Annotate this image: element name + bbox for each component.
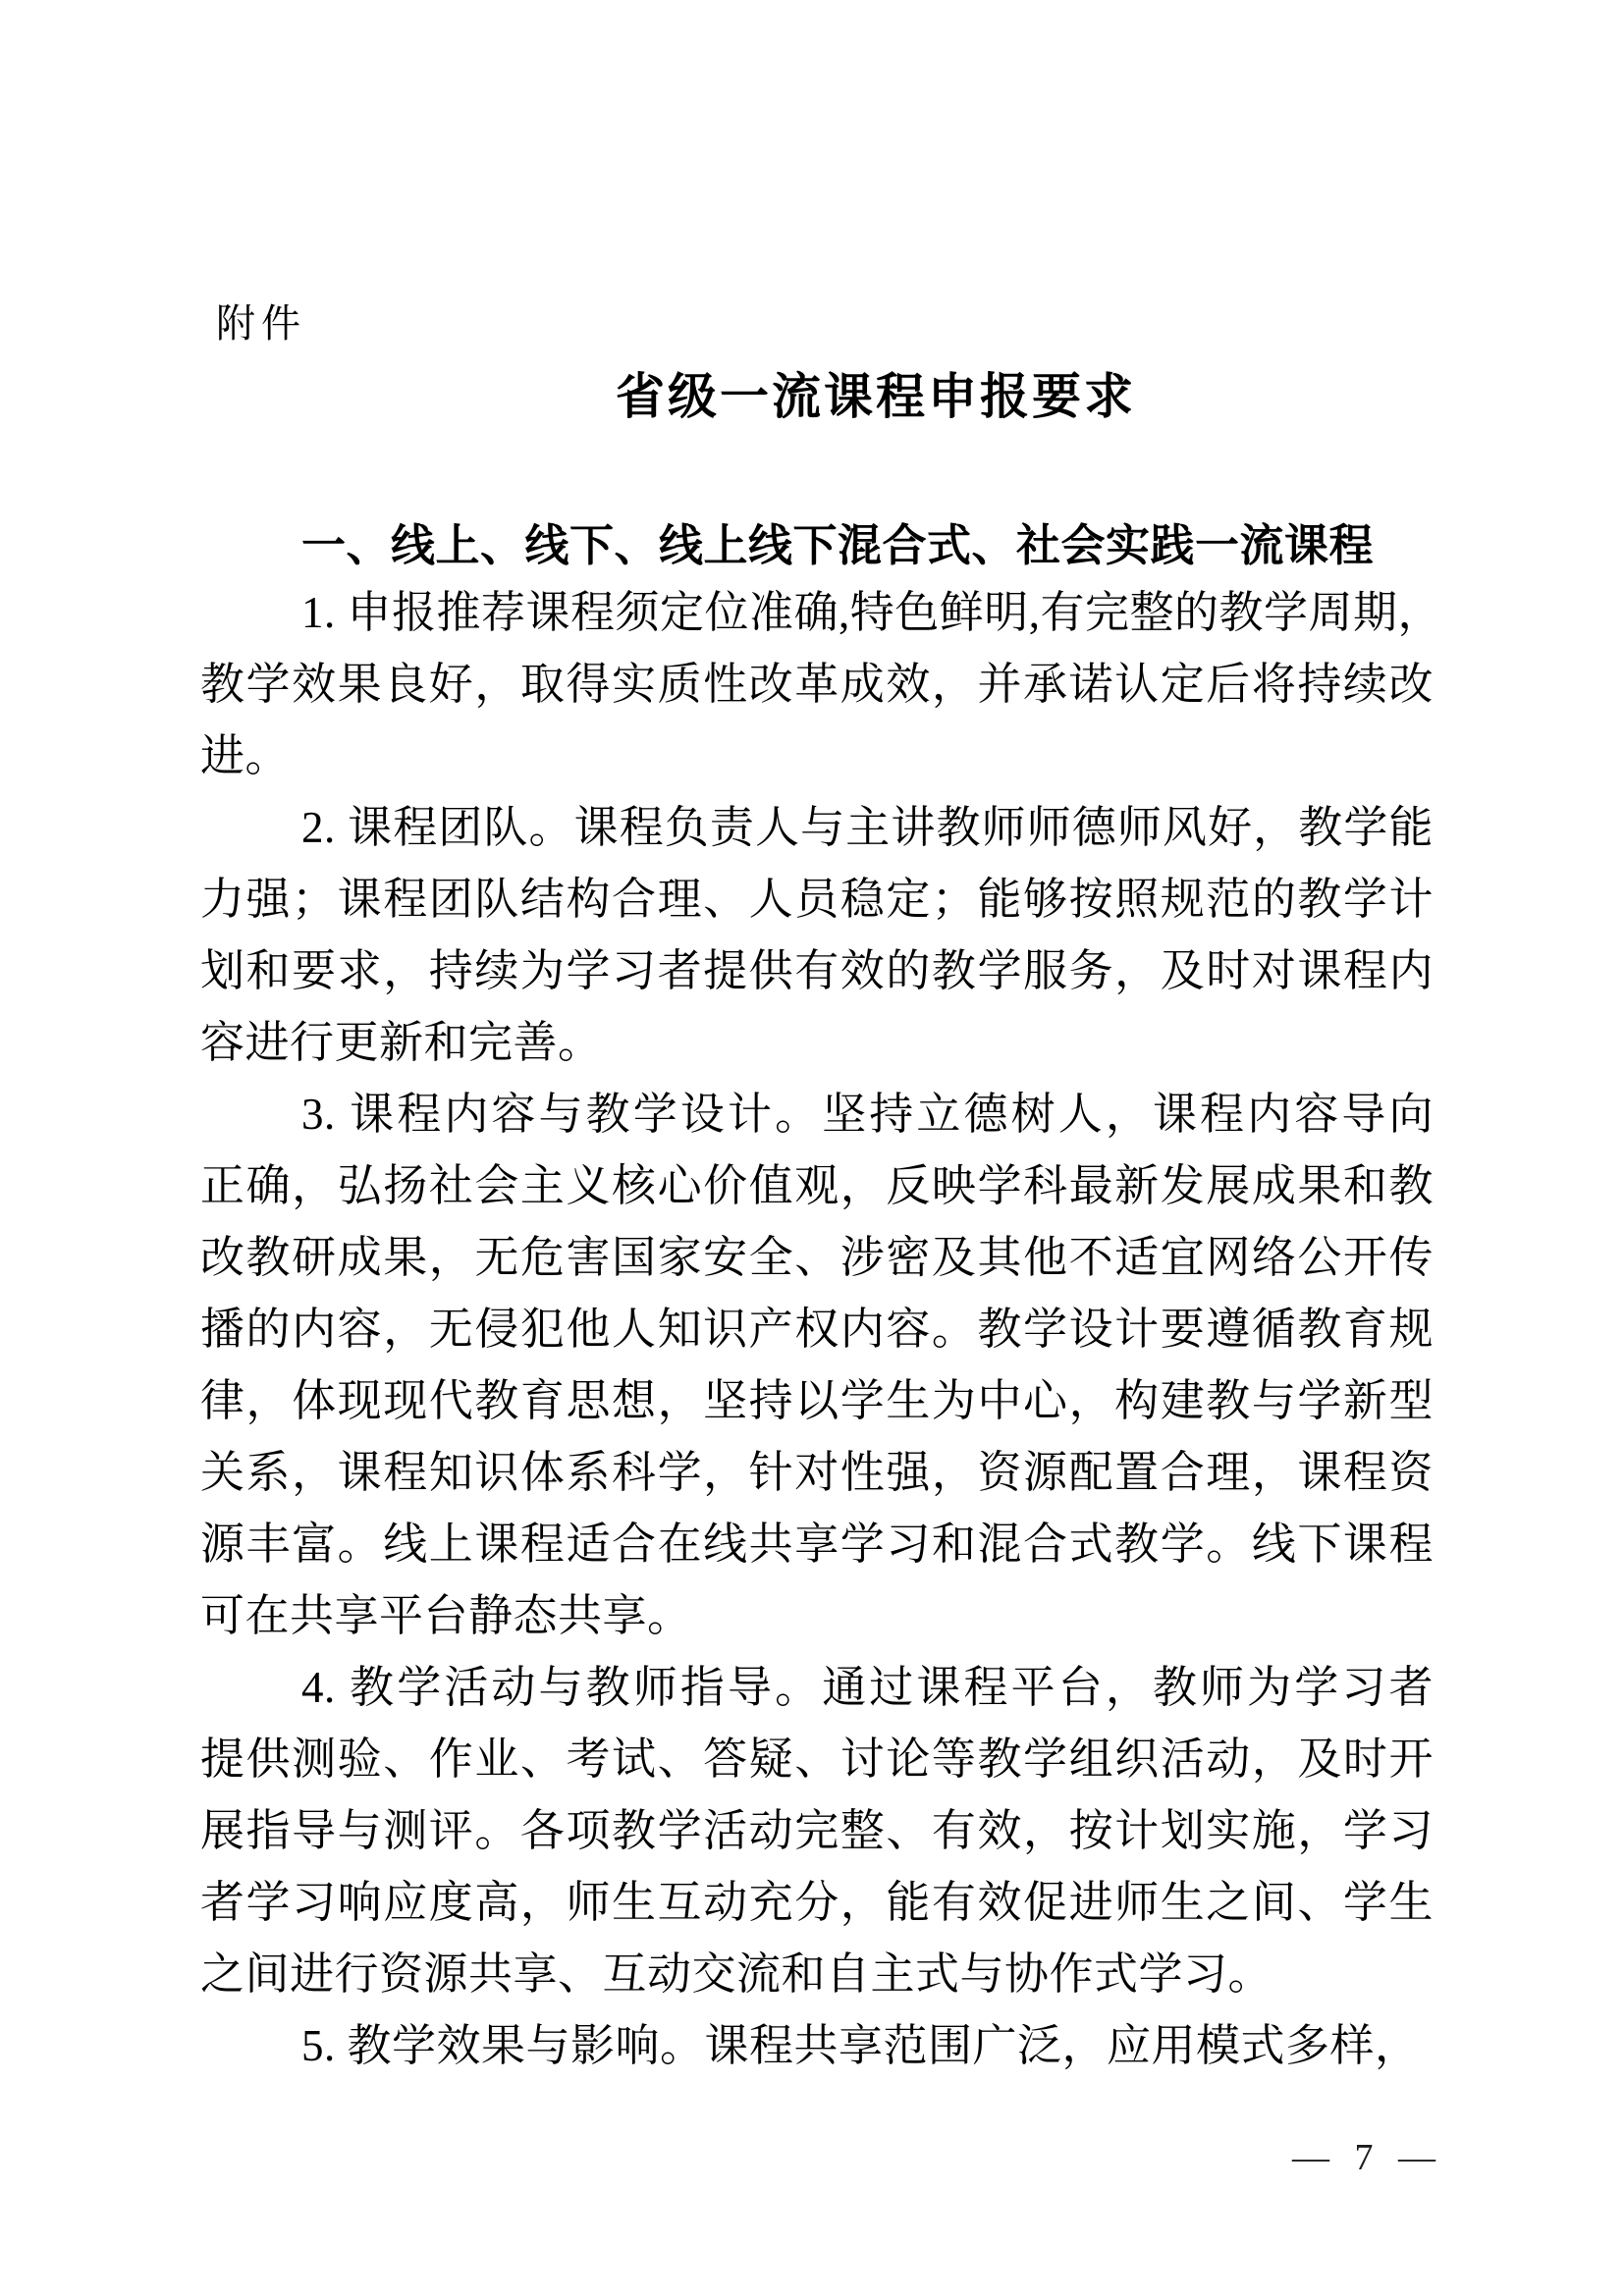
section-heading: 一、线上、线下、线上线下混合式、社会实践一流课程 — [301, 520, 1375, 570]
paragraph-2-line-3: 划和要求，持续为学习者提供有效的教学服务，及时对课程内 — [200, 946, 1434, 995]
paragraph-4-line-1: 4. 教学活动与教师指导。通过课程平台，教师为学习者 — [301, 1663, 1434, 1712]
paragraph-2-line-1: 2. 课程团队。课程负责人与主讲教师师德师风好，教学能 — [301, 803, 1434, 852]
paragraph-1-line-3: 进。 — [200, 731, 291, 780]
paragraph-3-line-4: 播的内容，无侵犯他人知识产权内容。教学设计要遵循教育规 — [200, 1305, 1434, 1354]
paragraph-1-line-2: 教学效果良好，取得实质性改革成效，并承诺认定后将持续改 — [200, 660, 1434, 709]
paragraph-4-line-2: 提供测验、作业、考试、答疑、讨论等教学组织活动，及时开 — [200, 1735, 1434, 1784]
paragraph-3-line-1: 3. 课程内容与教学设计。坚持立德树人，课程内容导向 — [301, 1090, 1434, 1139]
paragraph-3-line-2: 正确，弘扬社会主义核心价值观，反映学科最新发展成果和教 — [200, 1161, 1434, 1210]
page-title: 省级一流课程申报要求 — [616, 369, 1136, 424]
paragraph-3-line-5: 律，体现现代教育思想，坚持以学生为中心，构建教与学新型 — [200, 1376, 1434, 1425]
paragraph-3-line-7: 源丰富。线上课程适合在线共享学习和混合式教学。线下课程 — [200, 1520, 1434, 1569]
body-text — [200, 577, 1443, 2082]
paragraph-4-line-4: 者学习响应度高，师生互动充分，能有效促进师生之间、学生 — [200, 1878, 1434, 1927]
paragraph-2-line-4: 容进行更新和完善。 — [200, 1018, 603, 1067]
paragraph-4-line-3: 展指导与测评。各项教学活动完整、有效，按计划实施，学习 — [200, 1806, 1434, 1855]
paragraph-4-line-5: 之间进行资源共享、互动交流和自主式与协作式学习。 — [200, 1949, 1273, 1999]
paragraph-2-line-2: 力强；课程团队结构合理、人员稳定；能够按照规范的教学计 — [200, 875, 1434, 924]
paragraph-3-line-8: 可在共享平台静态共享。 — [200, 1591, 692, 1640]
attachment-label: 附件 — [216, 302, 306, 346]
page-number: — 7 — — [1292, 2137, 1443, 2178]
paragraph-3-line-3: 改教研成果，无危害国家安全、涉密及其他不适宜网络公开传 — [200, 1233, 1434, 1282]
paragraph-1-line-1: 1. 申报推荐课程须定位准确,特色鲜明,有完整的教学周期， — [301, 588, 1443, 637]
paragraph-5-line-1: 5. 教学效果与影响。课程共享范围广泛，应用模式多样， — [301, 2021, 1420, 2070]
paragraph-3-line-6: 关系，课程知识体系科学，针对性强，资源配置合理，课程资 — [200, 1448, 1434, 1497]
